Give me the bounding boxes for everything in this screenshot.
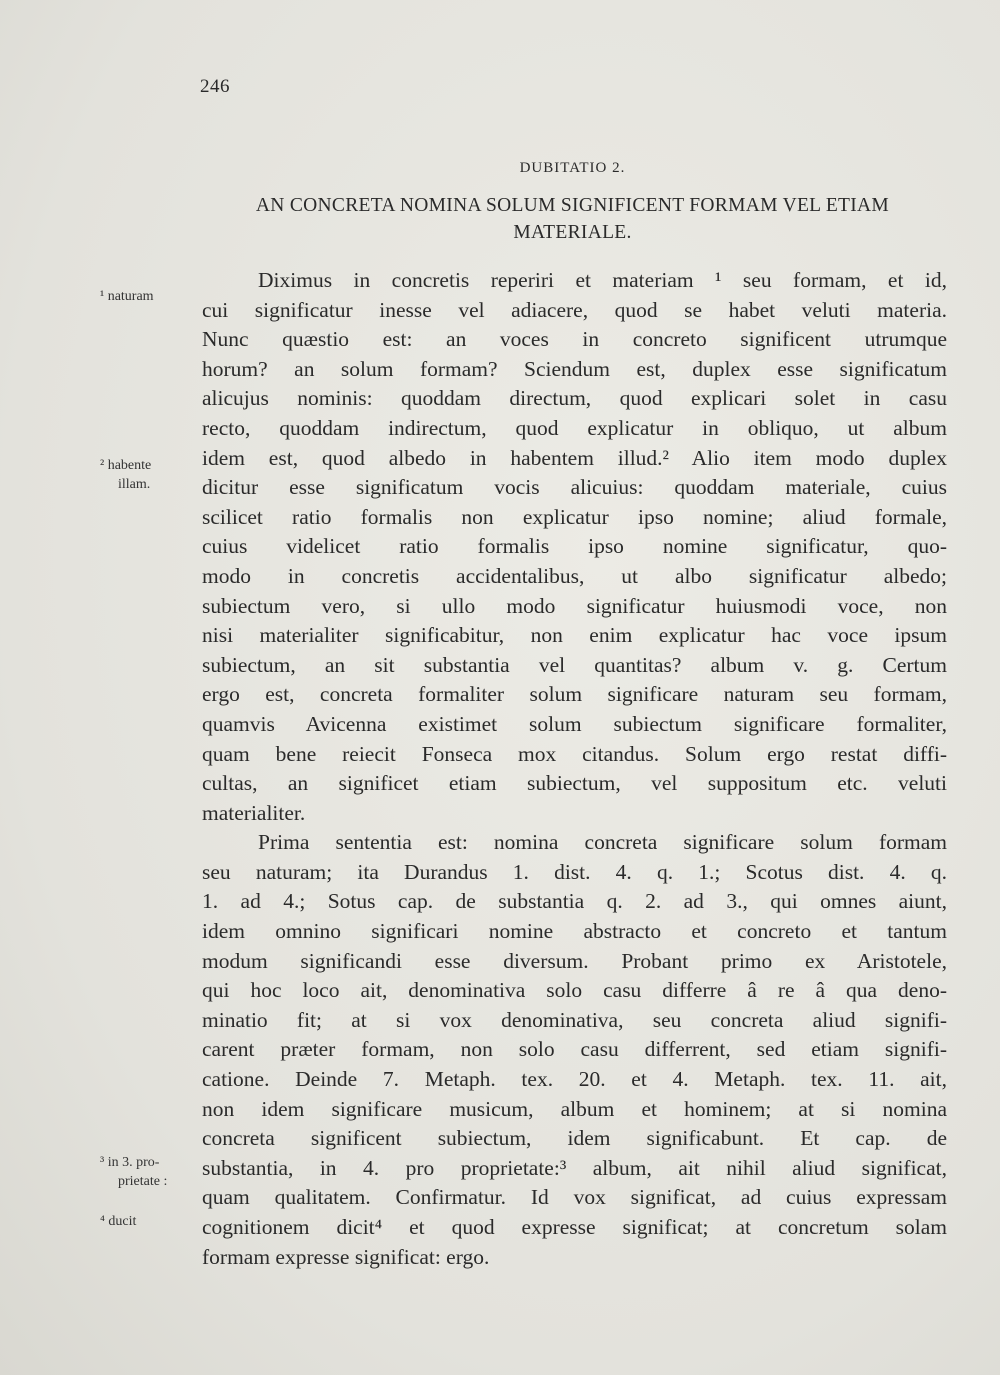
text-line: recto, quoddam indirectum, quod explicatur in obliquo, ut album [202,415,947,440]
page-number: 246 [200,76,230,97]
text-line: materialiter. [202,800,306,825]
text-line: horum? an solum formam? Sciendum est, duplex esse significatum [202,356,947,381]
text-line: Prima sententia est: nomina concreta significare solum formam [258,830,947,855]
text-line: ergo est, concreta formaliter solum significare naturam seu formam, [202,682,947,707]
chapter-heading [200,192,945,246]
margin-note [100,1212,192,1231]
text-line: non idem significare musicum, album et hominem; at si nomina [202,1096,947,1121]
margin-note-line: ² habente [100,458,152,473]
text-line: idem omnino significari nomine abstracto et concreto et tantum [202,919,947,944]
text-line: quam qualitatem. Confirmatur. Id vox significat, ad cuius expressam [202,1185,947,1210]
text-line: minatio fit; at si vox denominativa, seu concreta aliud signifi- [202,1007,947,1032]
text-line: quam bene reiecit Fonseca mox citandus. Solum ergo restat diffi- [202,741,947,766]
text-line: subiectum vero, si ullo modo significatur huiusmodi voce, non [202,593,947,618]
text-line: formam expresse significat: ergo. [202,1244,490,1269]
heading-line: MATERIALE. [513,222,632,243]
heading-line: AN CONCRETA NOMINA SOLUM SIGNIFICENT FORMAM VEL ETIAM [255,195,890,216]
margin-note-line: ⁴ ducit [100,1214,137,1229]
text-line: Nunc quæstio est: an voces in concreto significent utrumque [202,327,947,352]
margin-note-line: prietate : [118,1174,168,1189]
text-line: substantia, in 4. pro proprietate:³ album, ait nihil aliud significat, [202,1155,947,1180]
text-line: subiectum, an sit substantia vel quantitas? album v. g. Certum [202,652,947,677]
text-line: cuius videlicet ratio formalis ipso nomine significatur, quo- [202,534,947,559]
text-line: quamvis Avicenna existimet solum subiectum significare formaliter, [202,711,947,736]
text-line: 1. ad 4.; Sotus cap. de substantia q. 2. ad 3., qui omnes aiunt, [202,889,947,914]
text-line: modum significandi esse diversum. Probant primo ex Aristotele, [202,948,947,973]
body-text [202,266,947,1272]
margin-note-line: illam. [118,477,151,492]
margin-note [100,287,192,306]
text-line: seu naturam; ita Durandus 1. dist. 4. q. 1.; Scotus dist. 4. q. [202,859,947,884]
margin-note-line: ¹ naturam [100,289,154,304]
text-line: dicitur esse significatum vocis alicuius: quoddam materiale, cuius [202,475,947,500]
text-line: nisi materialiter significabitur, non enim explicatur hac voce ipsum [202,623,947,648]
margin-note-line: ³ in 3. pro- [100,1155,160,1170]
text-line: Diximus in concretis reperiri et materiam ¹ seu formam, et id, [258,268,947,292]
text-line: carent præter formam, non solo casu differrent, sed etiam signifi- [202,1037,947,1062]
text-line: alicujus nominis: quoddam directum, quod explicari solet in casu [202,386,947,411]
text-line: catione. Deinde 7. Metaph. tex. 20. et 4. Metaph. tex. 11. ait, [202,1067,947,1092]
text-line: idem est, quod albedo in habentem illud.² Alio item modo duplex [202,445,947,470]
text-line: scilicet ratio formalis non explicatur ipso nomine; aliud formale, [202,504,947,529]
section-label: DUBITATIO 2. [519,160,626,176]
text-line: cognitionem dicit⁴ et quod expresse significat; at concretum solam [202,1215,947,1239]
text-line: cui significatur inesse vel adiacere, quod se habet veluti materia. [202,297,947,322]
margin-note [100,1153,192,1191]
text-line: qui hoc loco ait, denominativa solo casu differre â re â qua deno- [202,978,947,1003]
margin-note [100,456,192,494]
text-line: concreta significent subiectum, idem significabunt. Et cap. de [202,1126,947,1151]
text-line: cultas, an significet etiam subiectum, vel suppositum etc. veluti [202,771,947,796]
text-line: modo in concretis accidentalibus, ut albo significatur albedo; [202,563,947,588]
